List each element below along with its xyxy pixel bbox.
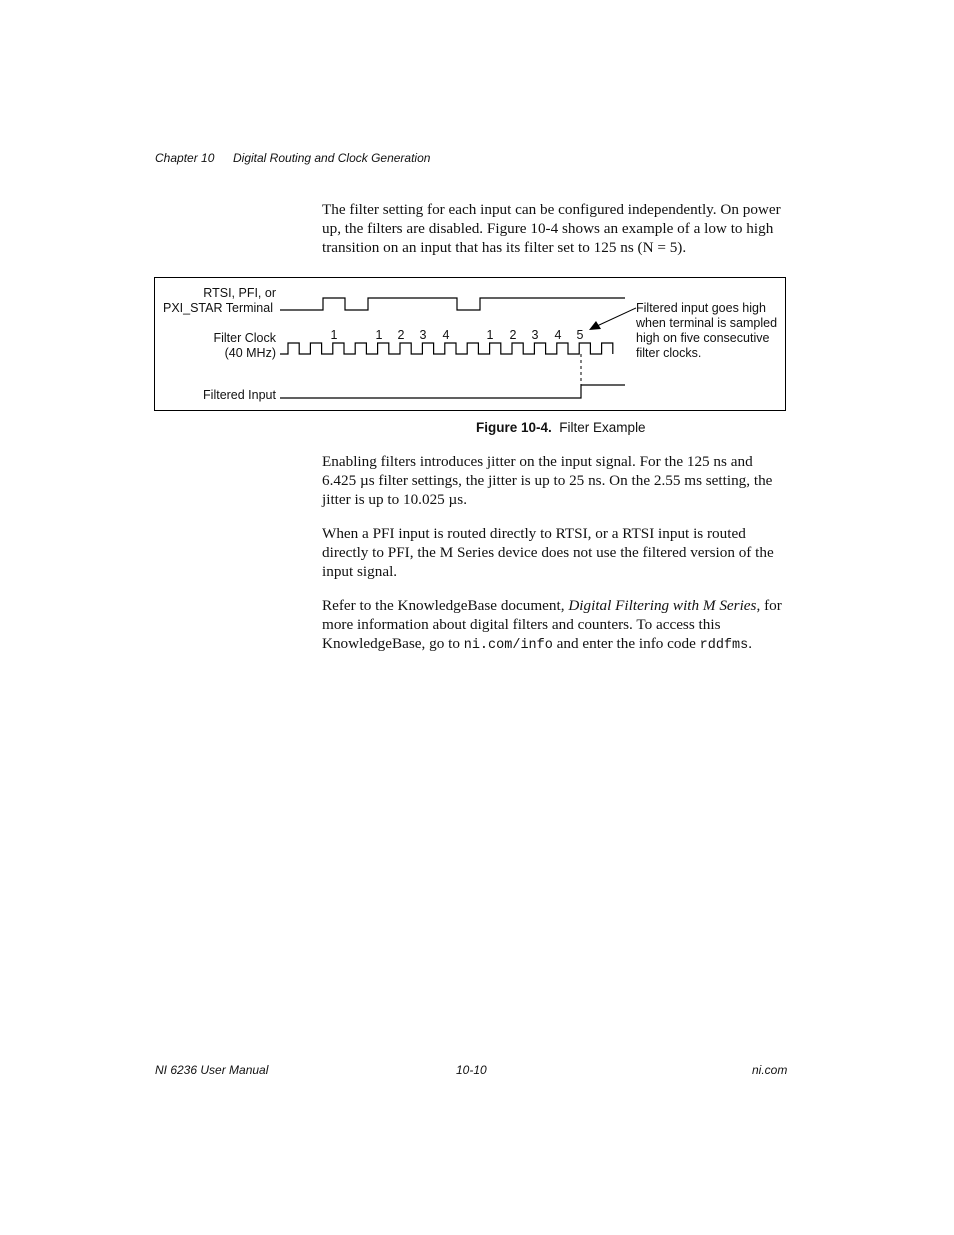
clock-count-label: 2 xyxy=(509,328,517,342)
terminal-label-line1: RTSI, PFI, or xyxy=(203,286,276,300)
clock-pulses xyxy=(280,343,613,354)
annotation-line4: filter clocks. xyxy=(636,346,702,360)
filter-timing-diagram xyxy=(154,277,786,411)
kb-text-part3: and enter the info code xyxy=(552,634,700,652)
clock-count-label: 5 xyxy=(576,328,584,342)
kb-text-part1: Refer to the KnowledgeBase document, xyxy=(322,597,569,614)
terminal-signal-waveform xyxy=(280,298,625,310)
kb-text-part4: . xyxy=(748,634,753,652)
clock-count-label: 4 xyxy=(554,328,562,342)
annotation-line3: high on five consecutive xyxy=(636,331,770,345)
clock-label-line1: Filter Clock xyxy=(213,331,276,345)
chapter-title: Digital Routing and Clock Generation xyxy=(233,151,431,165)
page-header xyxy=(155,151,431,165)
chapter-number: Chapter 10 xyxy=(155,151,215,165)
kb-url[interactable]: ni.com/info xyxy=(463,637,553,653)
clock-label-line2: (40 MHz) xyxy=(224,346,276,360)
filtered-input-waveform xyxy=(280,385,625,398)
kb-info-code: rddfms xyxy=(699,637,749,653)
clock-count-label: 4 xyxy=(442,328,450,342)
filtered-input-label: Filtered Input xyxy=(203,388,276,402)
clock-count-label: 2 xyxy=(397,328,405,342)
clock-count-label: 3 xyxy=(531,328,539,342)
clock-count-label: 1 xyxy=(375,328,383,342)
filter-clock-waveform xyxy=(280,343,613,354)
terminal-label-line2: PXI_STAR Terminal xyxy=(163,301,273,315)
annotation-arrow-line xyxy=(597,308,636,326)
paragraph-routing: When a PFI input is routed directly to RTSI, or a RTSI input is routed directly to PFI, the M Series device does not use the filtered version of the input signal. xyxy=(322,525,774,580)
clock-count-label: 3 xyxy=(419,328,427,342)
paragraph-filter-setting: The filter setting for each input can be configured independently. On power up, the filters are disabled. Figure 10-4 shows an example of a low to high transition on an input that has its filter set to 125 ns (N = 5). xyxy=(322,201,781,256)
kb-document-title: Digital Filtering with M Series xyxy=(568,597,757,614)
clock-count-label: 1 xyxy=(330,328,338,342)
footer-website: ni.com xyxy=(752,1063,788,1077)
figure-number: Figure 10-4. xyxy=(476,420,552,435)
annotation-line2: when terminal is sampled xyxy=(636,316,778,330)
figure-title: Filter Example xyxy=(559,420,646,435)
figure-caption xyxy=(476,420,646,435)
footer-page-number: 10-10 xyxy=(456,1063,487,1077)
clock-count-labels xyxy=(331,328,584,342)
annotation-line1: Filtered input goes high xyxy=(636,301,766,315)
paragraph-knowledgebase xyxy=(322,597,788,655)
clock-count-label: 1 xyxy=(486,328,494,342)
kb-text-part2: , for more information about digital filters and counters. To access this KnowledgeBase, go to xyxy=(322,597,782,652)
footer-manual-name: NI 6236 User Manual xyxy=(155,1063,269,1077)
paragraph-jitter: Enabling filters introduces jitter on the input signal. For the 125 ns and 6.425 µs filter settings, the jitter is up to 25 ns. On the 2.55 ms setting, the jitter is up to 10.025 µs. xyxy=(322,453,773,508)
